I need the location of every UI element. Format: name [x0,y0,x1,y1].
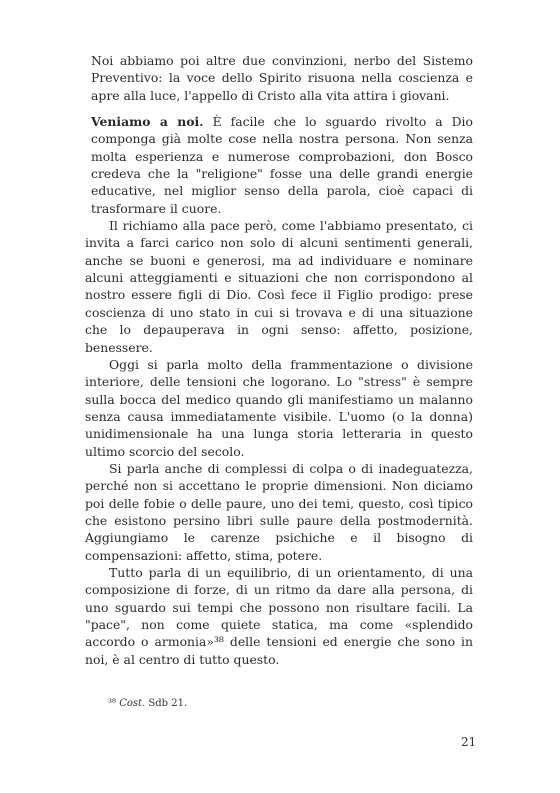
paragraph-4: Oggi si parla molto della frammentazione o divisione interiore, delle tensioni che logorano. Lo "stress" è sempre sulla bocca del medico quando gli manifestiamo un malanno senza causa immediatamente visibile. L'uomo (o la donna) unidimensionale ha una lunga storia letteraria in questo ultimo scorcio del secolo. [85,356,473,459]
footnote [108,698,187,709]
page-number: 21 [461,735,477,749]
paragraph-6: Tutto parla di un equilibrio, di un orientamento, di una composizione di forze, di un ritmo da dare alla persona, di uno sguardo sui tempi che possono non risultare facili. La "pace", non come quiete statica, ma come «splendido accordo o armonia»³⁸ delle tensioni ed energie che sono in noi, è al centro di tutto questo. [85,564,473,667]
page-body [85,52,473,668]
paragraph-1: Noi abbiamo poi altre due convinzioni, nerbo del Sistemo Preventivo: la voce dello Spirito risuona nella coscienza e apre alla luce, l'appello di Cristo alla vita attira i giovani. [91,53,473,103]
footnote-reference: Sdb 21. [148,698,188,709]
footnote-marker: ³⁸ [108,698,117,709]
paragraph-3: Il richiamo alla pace però, come l'abbiamo presentato, ci invita a farci carico non solo di alcuni sentimenti generali, anche se buoni e generosi, ma ad individuare e nominare alcuni atteggiamenti e situazioni che non corrispondono al nostro essere figli di Dio. Così fece il Figlio prodigo: prese coscienza di uno stato in cui si trovava e di una situazione che lo depauperava in ogni senso: affetto, posizione, benessere. [85,218,473,355]
paragraph-2 [85,113,473,217]
paragraph-2-text: È facile che lo sguardo rivolto a Dio componga già molte cose nella nostra persona. Non senza molta esperienza e numerose comprobazioni, don Bosco credeva che la "religione" fosse una delle grandi energie educative, nel miglior senso della parola, cioè capaci di trasformare il cuore. [91,114,473,216]
paragraph-5: Si parla anche di complessi di colpa o di inadeguatezza, perché non si accettano le proprie dimensioni. Non diciamo poi delle fobie o delle paure, uno dei temi, questo, così tipico che esistono persino libri sulle paure della postmodernità. Aggiungiamo le carenze psichiche e il bisogno di compensazioni: affetto, stima, potere. [85,460,473,563]
paragraph-2-lead-in: Veniamo a noi. [91,114,204,130]
footnote-source: Cost. [119,698,146,709]
